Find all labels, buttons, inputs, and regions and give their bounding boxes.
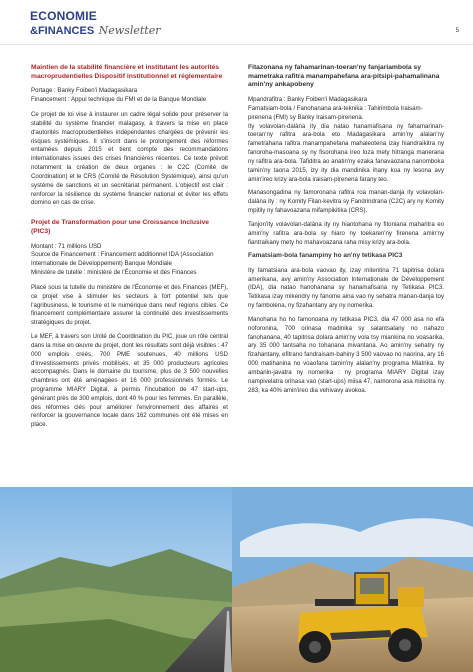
paragraph-famatsiam-2: Manohana ho ho famonoana ny tetikasa PIC3, dia 47 000 asa no efa noforonina, 700 orinasa madinika sy salantsalany no nahazo fanohanana, 40 tapitrisa dolara amin'ny vola tsy miankina no voasarika, ary 35 000 tantsaha no tohanana mivantana. Ao amin'ny sehatry ny fizahantany, efitrano fandraisam-bahiny 3 500 vaovao no naorina, ary 16 000 matihanina no voaofana tamin'ny alalan'ny programa Miatrika. Ity ambanin-javatra ny nomerika : ny programa MIARY Digital izay nampivelatra orinasa vao (start-ups) miisa 47, namorona asa miisotra ny 283, ka 40% amin'ireo dia vehivavy avokoa. [248, 315, 444, 394]
portage-line: Portage : Banky Foiben'i Madagasikara [31, 87, 138, 95]
section-meta-fitazonana [248, 96, 444, 122]
paragraph-fitazonana-2: Manasongadina ny famoronana rafitra roa manan-danja ity volavolan-dalàna ity : ny Komity Filan-kevitra sy Fandrindrana (C2C) ary ny Komity mpitily ny fahavoazana mifampikitika (CRS). [248, 189, 444, 215]
financement-line: Financement : Appui technique du FMI et de la Banque Mondiale [31, 96, 207, 104]
french-column [31, 64, 228, 435]
logo-newsletter: Newsletter [98, 24, 161, 37]
ministere-line: Ministère de tutelle : ministère de l'Économie et des Finances [31, 269, 197, 277]
paragraph-pic3-results: Le MEF, à travers son Unité de Coordination du PIC, joue un rôle central dans la mise en œuvre du projet, dont les résultats sont déjà visibles : 47 000 emplois créés, 700 PME soutenues, 40 millions USD d'investissements privés mobilisés, et 35 000 producteurs agricoles accompagnés. Dans le domaine du tourisme, plus de 3 500 nouvelles chambres ont été aménagées et 16 000 professionnels formés. Le programme MIARY Digital, a permis l'incubation de 47 start-ups, générant près de 300 emplois, dont 40 % pour les femmes. En parallèle, des réformes clés pour améliorer l'environnement des affaires et renforcer la gouvernance locale dans 162 communes ont été mises en place. [31, 333, 228, 429]
logo-and: & [30, 25, 38, 37]
logo-economie: ECONOMIE [30, 9, 97, 23]
logo-finances: FINANCES [37, 25, 95, 37]
section-title-stabilite: Maintien de la stabilité financière et institutant les autorités macroprudentielles Dispositif institutionnel et réglementaire [31, 64, 223, 80]
page-number: 5 [455, 28, 459, 34]
section-title-famatsiam: Famatsiam-bola fanampiny ho an'ny tetikasa PIC3 [248, 252, 403, 260]
paragraph-stabilite: Ce projet de loi vise à instaurer un cadre légal solide pour préserver la stabilité du système financier malagasy, à travers la mise en place d'autorités macroprudentielles indépendantes chargées de prévenir les risques systémiques. Il s'inscrit dans le prolongement des réformes entamées depuis 2015 et tient compte des recommandations internationales issues des crises financières récentes. Ce texte prévoit notamment la création de deux organes : le C2C (Comité de Coordination) et le CRS (Comité de Résolution Systémique), ainsi qu'un système de sanctions et un secrétariat permanent. L'objectif est clair : renforcer la résilience du système financier national et éviter les effets domino en cas de crise. [31, 111, 228, 207]
montant-line: Montant : 71 millions USD [31, 242, 102, 250]
road-construction-photo [0, 487, 473, 672]
source-line: Source de Financement : Financement additionnel IDA (Association Internationale de Développement) Banque Mondiale [31, 251, 214, 268]
section-meta-stabilite [31, 87, 228, 105]
section-title-pic3: Projet de Transformation pour une Croissance Inclusive (PIC3) [31, 219, 210, 235]
section-title-fitazonana: Fitazonana ny fahamarinan-toeran'ny fanjariambola sy mametraka rafitra manampahefana ara-pitsipi-pahamalinana amin'ny ankapobeny [248, 64, 440, 89]
mpandrafitra-line: Mpandrafitra : Banky Foiben'i Madagasikara [248, 96, 368, 104]
malagasy-column [248, 64, 444, 400]
section-meta-pic3 [31, 243, 228, 278]
famatsiam-line: Famatsiam-bola / Fanohanana ara-teknika : Tahirimbola Iraisam-pirenena (FMI) sy Banky Iraisam-pirenena. [248, 104, 423, 121]
paragraph-fitazonana-3: Tanjon'ity volavolan-dalàna ity ny hiantohana ny fitoniana maharitra eo amin'ny rafitra ara-bola sy hiaro ny toekaren'ny firenena amin'ny fiantraikany mety ho mahavoazana raha misy krizy ara-bola. [248, 220, 444, 246]
paragraph-fitazonana-1: Ity volavolan-dalàna ity dia natao hanamafisana ny fahamarinan-toeran'ny rafitra ara-bola eto Madagasikara amin'ny alalan'ny fametrahana rafitra manampahefana mahaleotena izay hiandraikitra ny fanoroha-masoana sy ny fisorohana ireo loza mety hitranga manerana ny rafitra ara-bola. Tafiditra ao anatin'ny ezaka fanavaozana nanomboka tamin'ny taona 2015, izy ity dia mandinika ihany koa ny lesona avy amin'ireo krizy ara-bola iraisam-pirenena farany teo. [248, 122, 444, 183]
newsletter-logo [30, 10, 160, 38]
page-header [0, 0, 473, 45]
paragraph-famatsiam-1: Ity famatsiana ara-bola vaovao ity, izay mitentina 71 tapitrisa dolara amerikana, avy amin'ny Association Internationale de Développement (IDA), dia natao hanohanana sy hanamafisana ny Tetikasa PIC3. Tetikasa izay mikendry ny fanome aina vao ny sehatra manan-danja toy ny fambolena, ny fizahantany ary ny nomerika. [248, 266, 444, 310]
paragraph-pic3-intro: Placé sous la tutelle du ministère de l'Économie et des Finances (MEF), ce projet vise à stimuler les secteurs à fort potentiel tels que l'agribusiness, le tourisme et le numérique dans neuf régions cibles. Ce financement complémentaire assurer la continuité des investissements stratégiques du projet. [31, 283, 228, 327]
